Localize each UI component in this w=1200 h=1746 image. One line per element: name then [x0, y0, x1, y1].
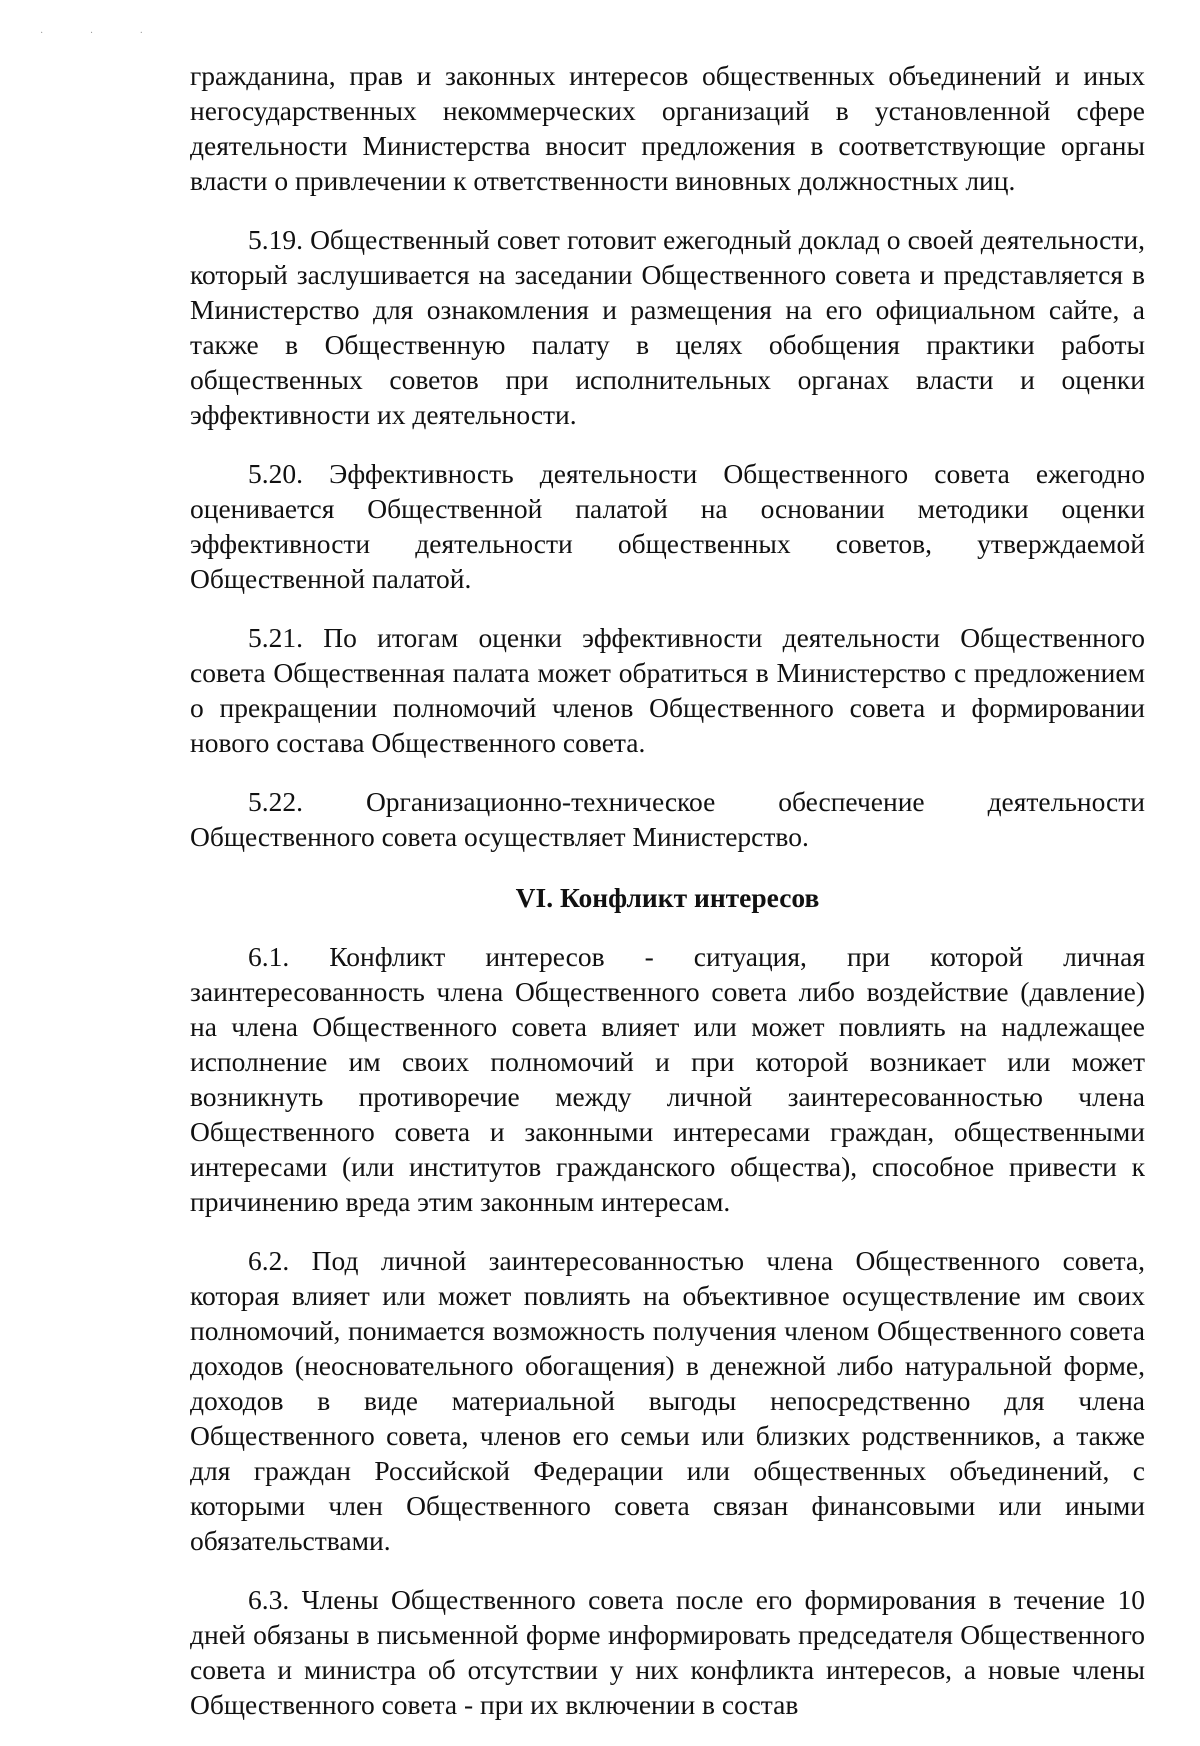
paragraph-5-22: 5.22. Организационно-техническое обеспечение деятельности Общественного совета осуществляет Министерство.	[190, 786, 1145, 852]
paragraph-continuation: гражданина, прав и законных интересов общественных объединений и иных негосударственных некоммерческих организаций в установленной сфере деятельности Министерства вносит предложения в соответствующие органы власти о привлечении к ответственности виновных должностных лиц.	[190, 60, 1145, 196]
paragraph-6-3: 6.3. Члены Общественного совета после его формирования в течение 10 дней обязаны в письменной форме информировать председателя Общественного совета и министра об отсутствии у них конфликта интересов, а новые члены Общественного совета - при их включении в состав	[190, 1584, 1145, 1720]
document-page	[190, 58, 1145, 1746]
paragraph-6-2: 6.2. Под личной заинтересованностью члена Общественного совета, которая влияет или может повлиять на объективное осуществление им своих полномочий, понимается возможность получения членом Общественного совета доходов (неосновательного обогащения) в денежной либо натуральной форме, доходов в виде материальной выгоды непосредственно для члена Общественного совета, членов его семьи или близких родственников, а также для граждан Российской Федерации или общественных объединений, с которыми член Общественного совета связан финансовыми или иными обязательствами.	[190, 1245, 1145, 1556]
paragraph-5-21: 5.21. По итогам оценки эффективности деятельности Общественного совета Общественная палата может обратиться в Министерство с предложением о прекращении полномочий членов Общественного совета и формировании нового состава Общественного совета.	[190, 622, 1145, 758]
scan-artifact: · · ·	[40, 28, 165, 39]
paragraph-5-19: 5.19. Общественный совет готовит ежегодный доклад о своей деятельности, который заслушивается на заседании Общественного совета и представляется в Министерство для ознакомления и размещения на его официальном сайте, а также в Общественную палату в целях обобщения практики работы общественных советов при исполнительных органах власти и оценки эффективности их деятельности.	[190, 224, 1145, 430]
paragraph-5-20: 5.20. Эффективность деятельности Общественного совета ежегодно оценивается Общественной палатой на основании методики оценки эффективности деятельности общественных советов, утверждаемой Общественной палатой.	[190, 458, 1145, 594]
paragraph-6-1: 6.1. Конфликт интересов - ситуация, при которой личная заинтересованность члена Общественного совета либо воздействие (давление) на члена Общественного совета влияет или может повлиять на надлежащее исполнение им своих полномочий и при которой возникает или может возникнуть противоречие между личной заинтересованностью члена Общественного совета и законными интересами граждан, общественными интересами (или институтов гражданского общества), способное привести к причинению вреда этим законным интересам.	[190, 941, 1145, 1217]
section-heading: VI. Конфликт интересов	[515, 882, 820, 913]
